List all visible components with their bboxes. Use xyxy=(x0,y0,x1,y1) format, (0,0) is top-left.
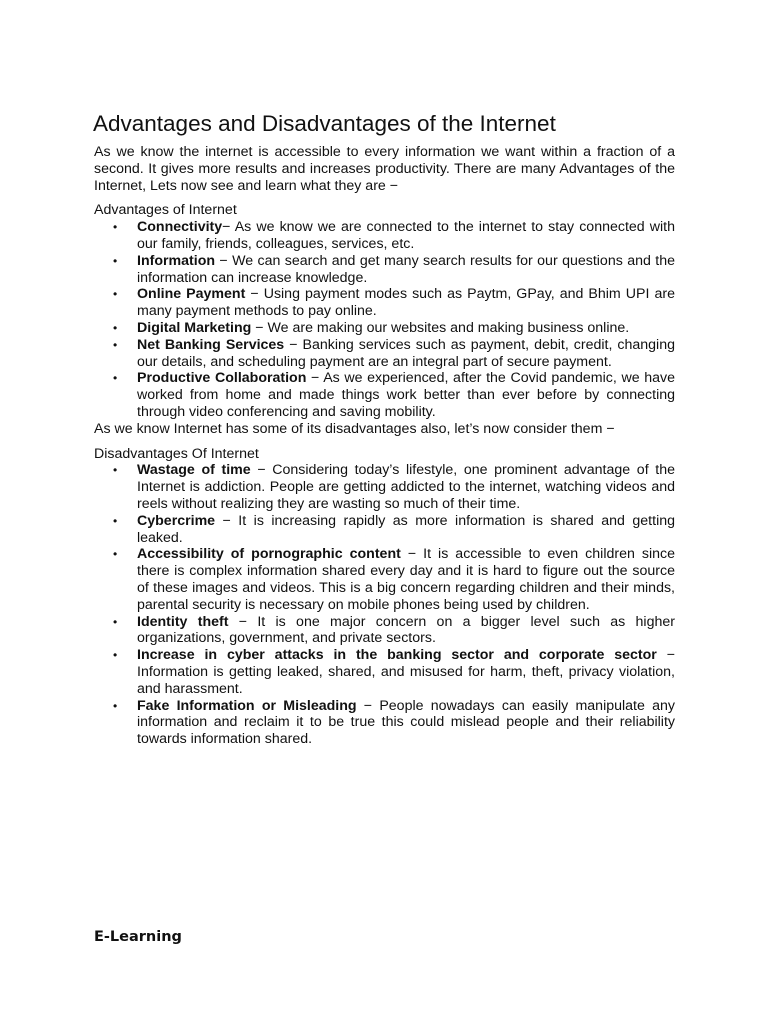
item-term: Cybercrime xyxy=(137,512,216,529)
list-item xyxy=(113,319,675,337)
item-text: − Information is getting leaked, shared, and misused for harm, theft, privacy violation, and harassment. xyxy=(137,647,675,697)
item-text: − Using payment modes such as Paytm, GPay, and Bhim UPI are many payment methods to pay online. xyxy=(137,286,675,320)
item-term: Wastage of time xyxy=(137,462,251,479)
item-term: Online Payment xyxy=(137,286,246,303)
item-text: − It is one major concern on a bigger level such as higher organizations, government, and private sectors. xyxy=(137,613,675,647)
bullet-icon: • xyxy=(113,547,118,562)
bullet-icon: • xyxy=(113,287,118,302)
item-text: − We can search and get many search results for our questions and the information can increase knowledge. xyxy=(137,252,675,286)
item-term: Fake Information or Misleading xyxy=(137,697,357,714)
bullet-icon: • xyxy=(113,614,118,629)
disadvantages-list xyxy=(94,462,675,748)
bullet-icon: • xyxy=(113,253,118,268)
transition-paragraph: As we know Internet has some of its disadvantages also, let’s now consider them − xyxy=(94,420,615,437)
bullet-icon: • xyxy=(113,337,118,352)
advantages-list xyxy=(94,219,675,421)
item-text: − It is accessible to even children since there is complex information shared every day and it is hard to figure out the source of these images and videos. This is a big concern regarding children and their minds, parental security is necessary on mobile phones being used by children. xyxy=(137,546,676,613)
item-text: − It is increasing rapidly as more information is shared and getting leaked. xyxy=(137,512,675,546)
list-item xyxy=(113,697,675,748)
list-item xyxy=(113,512,675,547)
item-text: − As we know we are connected to the internet to stay connected with our family, friends, colleagues, services, etc. xyxy=(137,219,675,252)
item-term: Digital Marketing xyxy=(137,319,252,336)
item-term: Net Banking Services xyxy=(137,336,285,353)
item-text: − Banking services such as payment, debit, credit, changing our details, and scheduling payment are an integral part of secure payment. xyxy=(137,336,675,370)
page-title: Advantages and Disadvantages of the Internet xyxy=(93,111,556,136)
bullet-icon: • xyxy=(113,698,118,713)
bullet-icon: • xyxy=(113,513,118,528)
bullet-icon: • xyxy=(113,463,118,478)
list-item xyxy=(113,546,676,613)
list-item xyxy=(113,462,675,512)
list-item xyxy=(113,219,675,253)
intro-paragraph: As we know the internet is accessible to every information we want within a fraction of a second. It gives more results and increases productivity. There are many Advantages of the Internet, Lets now see and learn what they are − xyxy=(94,144,675,194)
item-term: Accessibility of pornographic content xyxy=(137,546,401,563)
advantages-heading: Advantages of Internet xyxy=(94,202,237,219)
item-term: Increase in cyber attacks in the banking sector and corporate sector xyxy=(137,647,657,664)
item-text: − Considering today’s lifestyle, one prominent advantage of the Internet is addiction. People are getting addicted to the internet, watching videos and reels without realizing they are wasting so much of their time. xyxy=(137,462,675,512)
list-item xyxy=(113,613,675,648)
item-term: Connectivity xyxy=(137,219,223,236)
document-body xyxy=(94,110,675,748)
bullet-icon: • xyxy=(113,371,118,386)
disadvantages-heading: Disadvantages Of Internet xyxy=(94,445,259,462)
item-term: Productive Collaboration xyxy=(137,370,307,387)
item-text: − As we experienced, after the Covid pandemic, we have worked from home and made things work better than ever before by connecting through video conferencing and saving mobility. xyxy=(137,370,676,420)
list-item xyxy=(113,286,675,320)
list-item xyxy=(113,370,676,420)
footer-label: E-Learning xyxy=(94,929,182,945)
list-item xyxy=(113,647,675,697)
list-item xyxy=(113,336,675,371)
item-text: − People nowadays can easily manipulate any information and reclaim it to be true this could mislead people and their reliability towards information shared. xyxy=(137,697,675,748)
item-term: Identity theft xyxy=(137,613,229,630)
item-text: − We are making our websites and making business online. xyxy=(251,319,630,336)
bullet-icon: • xyxy=(113,648,118,663)
list-item xyxy=(113,252,675,287)
bullet-icon: • xyxy=(113,320,118,335)
bullet-icon: • xyxy=(113,220,118,235)
item-term: Information xyxy=(137,252,216,269)
